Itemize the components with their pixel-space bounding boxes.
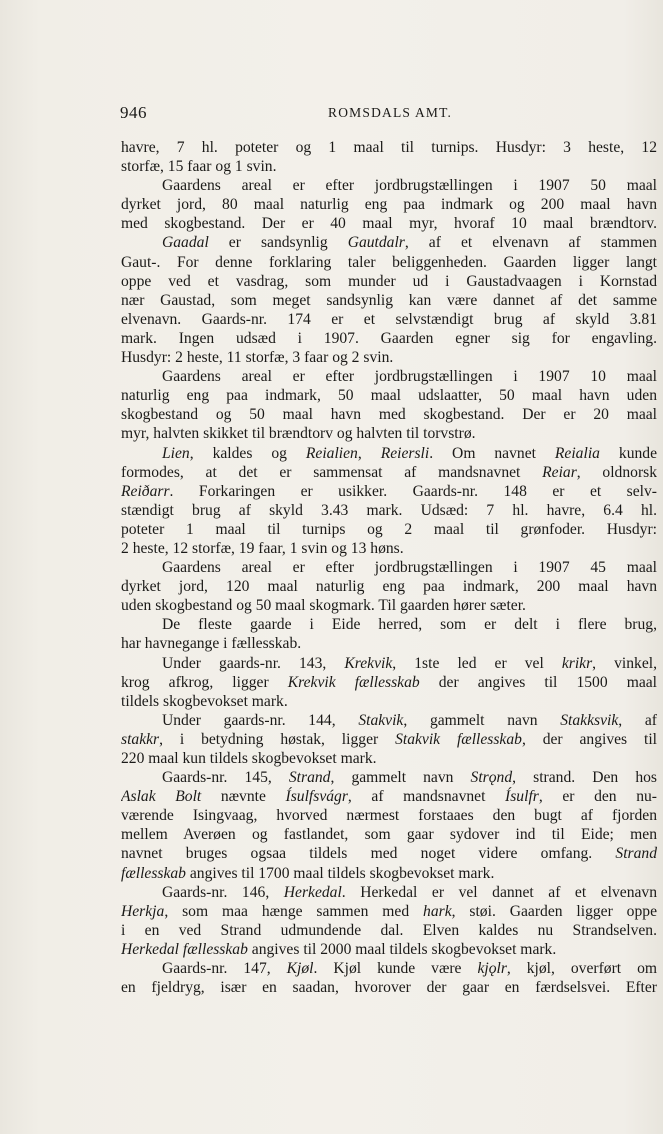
text-line: Gaut-. For denne forklaring taler beliggenheden. Gaarden ligger langt — [121, 253, 657, 271]
text-line: Under gaards-nr. 143, Krekvik, 1ste led er vel krikr, vinkel, — [162, 654, 657, 672]
text-line: oppe ved et vasdrag, som munder ud i Gaustadvaagen i Kornstad — [121, 272, 657, 290]
text-line: i en ved Strand udmundende dal. Elven kaldes nu Strandselven. — [121, 921, 657, 939]
text-line: Gaardens areal er efter jordbrugstællingen i 1907 10 maal — [162, 368, 657, 386]
text-line: Gaadal er sandsynlig Gautdalr, af et elvenavn af stammen — [162, 234, 657, 252]
text-line: Gaards-nr. 145, Strand, gammelt navn Strǫnd, strand. Den hos — [162, 769, 657, 787]
text-line: dyrket jord, 80 maal naturlig eng paa indmark og 200 maal havn — [121, 196, 657, 214]
text-line: dyrket jord, 120 maal naturlig eng paa indmark, 200 maal havn — [121, 578, 657, 596]
text-line: Herkja, som maa hænge sammen med hark, støi. Gaarden ligger oppe — [121, 902, 657, 920]
text-line: mellem Averøen og fastlandet, som gaar sydover ind til Eide; men — [121, 826, 657, 844]
text-line: Gaardens areal er efter jordbrugstællingen i 1907 45 maal — [162, 559, 657, 577]
body-text — [121, 138, 657, 997]
text-line: De fleste gaarde i Eide herred, som er delt i flere brug, — [162, 616, 657, 634]
page-number: 946 — [120, 103, 147, 122]
text-line: krog afkrog, ligger Krekvik fællesskab der angives til 1500 maal — [121, 673, 657, 691]
text-line: uden skogbestand og 50 maal skogmark. Til gaarden hører sæter. — [121, 597, 526, 615]
text-line: en fjeldryg, især en saadan, hvorover der gaar en færdselsvei. Efter — [121, 979, 657, 997]
text-line: har havnegange i fællesskab. — [121, 635, 302, 653]
text-line: poteter 1 maal til turnips og 2 maal til grønfoder. Husdyr: — [121, 520, 657, 538]
text-line: Lien, kaldes og Reialien, Reiersli. Om navnet Reialia kunde — [162, 444, 657, 462]
text-line: skogbestand og 50 maal havn med skogbestand. Der er 20 maal — [121, 406, 657, 424]
text-line: storfæ, 15 faar og 1 svin. — [121, 158, 277, 176]
text-line: fællesskab angives til 1700 maal tildels skogbevokset mark. — [121, 864, 495, 882]
text-line: havre, 7 hl. poteter og 1 maal til turnips. Husdyr: 3 heste, 12 — [121, 139, 657, 156]
text-line: værende Isingvaag, hvorved nærmest forstaaes den bugt af fjorden — [121, 807, 657, 825]
text-line: Aslak Bolt nævnte Ísulfsvágr, af mandsnavnet Ísulfr, er den nu- — [121, 788, 657, 806]
page-header — [120, 103, 655, 125]
text-line: nær Gaustad, som meget sandsynlig kan være dannet af det samme — [121, 291, 657, 309]
text-line: 2 heste, 12 storfæ, 19 faar, 1 svin og 13 høns. — [121, 539, 404, 557]
text-line: elvenavn. Gaards-nr. 174 er et selvstændigt brug af skyld 3.81 — [121, 310, 657, 328]
text-line: naturlig eng paa indmark, 50 maal udslaatter, 50 maal havn uden — [121, 387, 657, 405]
text-line: Under gaards-nr. 144, Stakvik, gammelt navn Stakksvik, af — [162, 711, 657, 729]
text-line: stændigt brug af skyld 3.43 mark. Udsæd: 7 hl. havre, 6.4 hl. — [121, 501, 657, 519]
text-line: Husdyr: 2 heste, 11 storfæ, 3 faar og 2 svin. — [121, 349, 394, 367]
text-line: navnet bruges ogsaa tildels med noget videre omfang. Strand — [121, 845, 657, 863]
text-line: formodes, at det er sammensat af mandsnavnet Reiar, oldnorsk — [121, 463, 657, 481]
text-line: myr, halvten skikket til brændtorv og halvten til torvstrø. — [121, 425, 476, 443]
text-line: Gaardens areal er efter jordbrugstællingen i 1907 50 maal — [162, 177, 657, 195]
text-line: tildels skogbevokset mark. — [121, 692, 288, 710]
text-line: 220 maal kun tildels skogbevokset mark. — [121, 750, 377, 767]
text-line: mark. Ingen udsæd i 1907. Gaarden egner sig for engavling. — [121, 329, 657, 347]
text-line: Gaards-nr. 147, Kjøl. Kjøl kunde være kjǫlr, kjøl, overført om — [162, 960, 657, 978]
text-line: Reiðarr. Forkaringen er usikker. Gaards-nr. 148 er et selv- — [121, 482, 657, 500]
text-line: stakkr, i betydning høstak, ligger Stakvik fællesskab, der angives til — [121, 730, 657, 748]
text-line: med skogbestand. Der er 40 maal myr, hvoraf 10 maal brændtorv. — [121, 215, 657, 233]
text-line: Gaards-nr. 146, Herkedal. Herkedal er vel dannet af et elvenavn — [162, 883, 657, 901]
text-line: Herkedal fællesskab angives til 2000 maal tildels skogbevokset mark. — [121, 940, 557, 958]
running-head: ROMSDALS AMT. — [328, 105, 453, 120]
